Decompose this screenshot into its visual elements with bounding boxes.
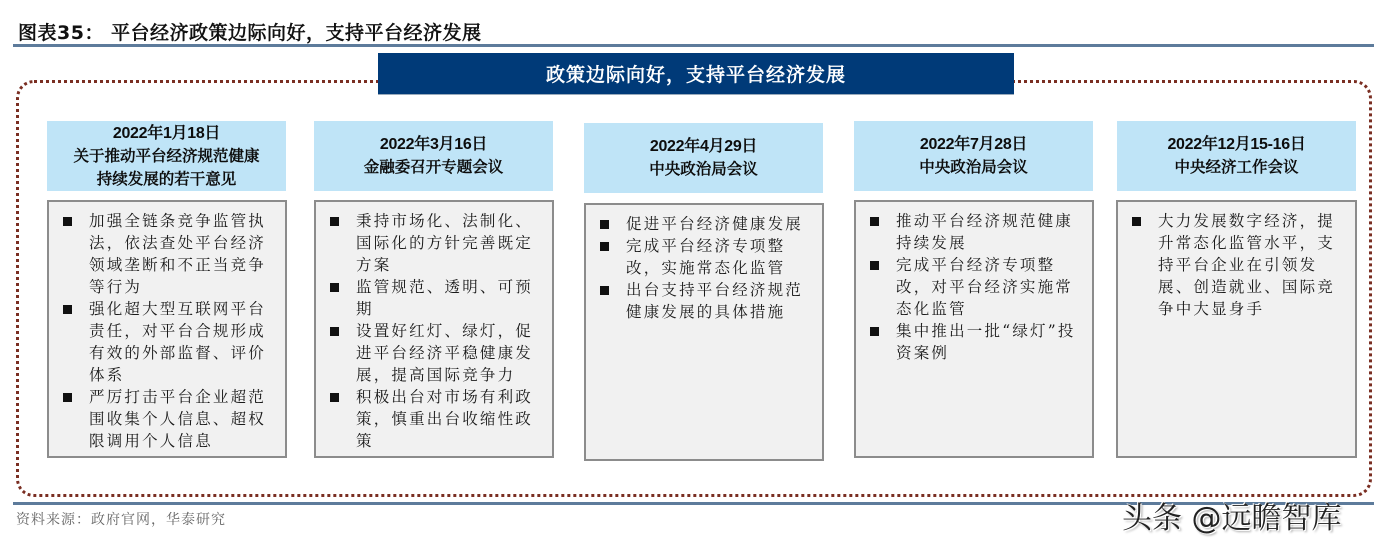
column-body-2 [314, 200, 554, 458]
column-date: 2022年1月18日 [112, 124, 221, 142]
watermark: 头条 @远瞻智库 [1122, 501, 1342, 536]
column-header-4 [854, 121, 1093, 191]
list-item: 推动平台经济规范健康持续发展 [866, 210, 1082, 254]
square-bullet-icon [870, 217, 879, 226]
column-title-line: 关于推动平台经济规范健康 [73, 146, 260, 165]
figure-title: 图表35： 平台经济政策边际向好，支持平台经济发展 [18, 22, 482, 44]
column-date: 2022年12月15-16日 [1167, 136, 1306, 153]
column-date: 2022年4月29日 [649, 138, 758, 155]
list-item: 设置好红灯、绿灯，促进平台经济平稳健康发展，提高国际竞争力 [326, 320, 542, 386]
square-bullet-icon [330, 283, 339, 292]
list-item: 促进平台经济健康发展 [596, 213, 812, 235]
list-item: 集中推出一批“绿灯”投资案例 [866, 320, 1082, 364]
square-bullet-icon [330, 393, 339, 402]
list-item: 加强全链条竞争监管执法，依法查处平台经济领域垄断和不正当竞争等行为 [59, 210, 275, 298]
column-title-line: 中央政治局会议 [649, 160, 758, 178]
list-item: 严厉打击平台企业超范围收集个人信息、超权限调用个人信息 [59, 386, 275, 452]
column-body-5 [1116, 200, 1357, 458]
square-bullet-icon [330, 327, 339, 336]
square-bullet-icon [870, 261, 879, 270]
column-header-2 [314, 121, 553, 191]
square-bullet-icon [1132, 217, 1141, 226]
column-date: 2022年3月16日 [379, 136, 488, 153]
column-title-line: 中央经济工作会议 [1174, 158, 1299, 176]
banner-heading: 政策边际向好，支持平台经济发展 [378, 53, 1014, 95]
list-item: 完成平台经济专项整改，实施常态化监管 [596, 235, 812, 279]
column-header-3 [584, 123, 823, 193]
column-title-line: 持续发展的若干意见 [96, 169, 237, 188]
column-body-4 [854, 200, 1094, 458]
column-header-1 [47, 121, 286, 191]
list-item: 积极出台对市场有利政策，慎重出台收缩性政策 [326, 386, 542, 452]
column-date: 2022年7月28日 [919, 136, 1028, 153]
square-bullet-icon [600, 220, 609, 229]
list-item: 大力发展数字经济，提升常态化监管水平，支持平台企业在引领发展、创造就业、国际竞争中大显身手 [1128, 210, 1345, 320]
column-body-1 [47, 200, 287, 458]
square-bullet-icon [63, 217, 72, 226]
title-underline [13, 44, 1374, 47]
square-bullet-icon [870, 327, 879, 336]
square-bullet-icon [600, 242, 609, 251]
list-item: 监管规范、透明、可预期 [326, 276, 542, 320]
source-note: 资料来源：政府官网，华泰研究 [16, 512, 226, 528]
square-bullet-icon [600, 286, 609, 295]
column-body-3 [584, 203, 824, 461]
square-bullet-icon [330, 217, 339, 226]
list-item: 出台支持平台经济规范健康发展的具体措施 [596, 279, 812, 323]
column-title-line: 中央政治局会议 [919, 158, 1028, 176]
list-item: 完成平台经济专项整改，对平台经济实施常态化监管 [866, 254, 1082, 320]
square-bullet-icon [63, 393, 72, 402]
column-title-line: 金融委召开专题会议 [363, 158, 504, 176]
list-item: 秉持市场化、法制化、国际化的方针完善既定方案 [326, 210, 542, 276]
list-item: 强化超大型互联网平台责任，对平台合规形成有效的外部监督、评价体系 [59, 298, 275, 386]
column-header-5 [1117, 121, 1356, 191]
square-bullet-icon [63, 305, 72, 314]
